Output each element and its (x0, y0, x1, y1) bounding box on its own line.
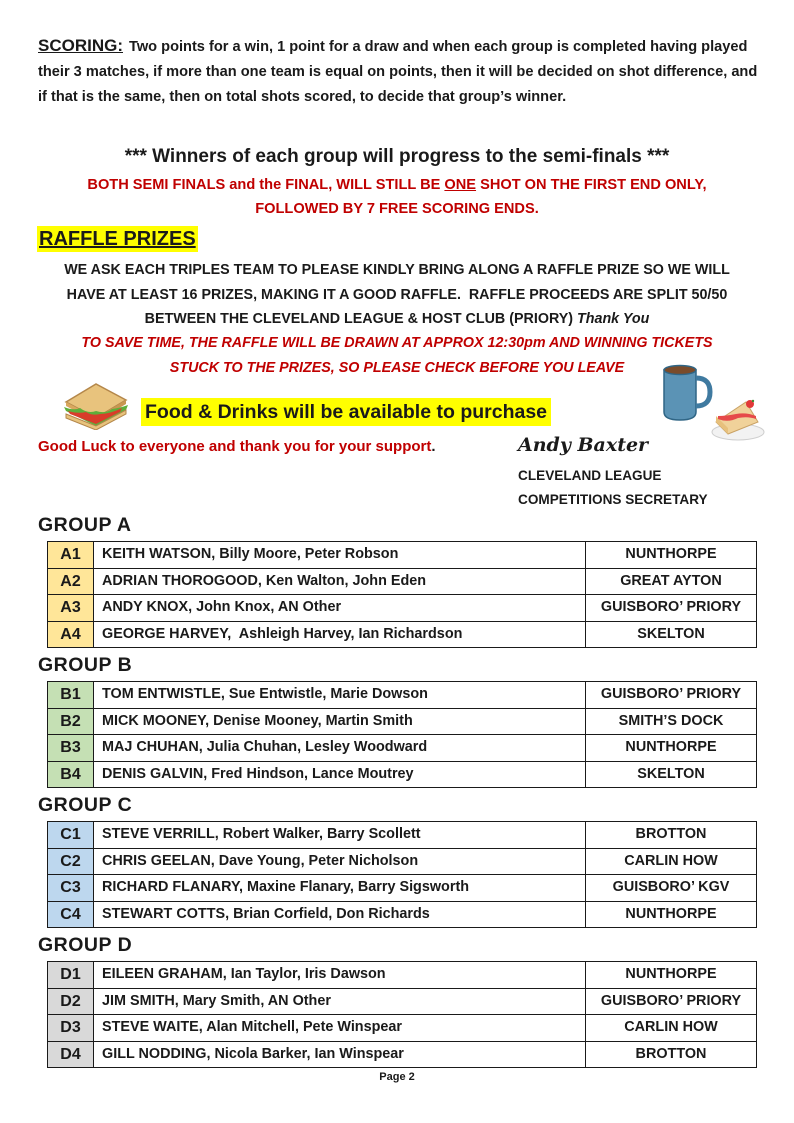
team-club: NUNTHORPE (586, 962, 757, 989)
raffle-heading: RAFFLE PRIZES (39, 228, 196, 250)
team-code: D1 (48, 962, 94, 989)
team-players: GEORGE HARVEY, Ashleigh Harvey, Ian Richardson (94, 621, 586, 648)
team-club: GUISBORO’ KGV (586, 875, 757, 902)
table-row (48, 822, 757, 849)
team-club: GUISBORO’ PRIORY (586, 988, 757, 1015)
sandwich-icon (60, 378, 132, 430)
raffle-line3-text: BETWEEN THE CLEVELAND LEAGUE & HOST CLUB (PRIORY) (144, 311, 574, 327)
team-club: GUISBORO’ PRIORY (586, 595, 757, 622)
team-club: BROTTON (586, 1041, 757, 1068)
secretary-line1: CLEVELAND LEAGUE (518, 468, 662, 483)
semi-final-rule-line1 (0, 177, 794, 193)
team-players: STEVE WAITE, Alan Mitchell, Pete Winspear (94, 1015, 586, 1042)
table-row (48, 875, 757, 902)
team-club: NUNTHORPE (586, 901, 757, 928)
team-code: B3 (48, 735, 94, 762)
semi-line1-underlined: ONE (444, 177, 477, 193)
team-players: CHRIS GEELAN, Dave Young, Peter Nicholson (94, 848, 586, 875)
team-code: B4 (48, 761, 94, 788)
table-row (48, 901, 757, 928)
team-players: DENIS GALVIN, Fred Hindson, Lance Moutrey (94, 761, 586, 788)
team-players: RICHARD FLANARY, Maxine Flanary, Barry Sigsworth (94, 875, 586, 902)
team-club: SKELTON (586, 621, 757, 648)
table-row (48, 682, 757, 709)
team-players: ADRIAN THOROGOOD, Ken Walton, John Eden (94, 568, 586, 595)
team-club: CARLIN HOW (586, 1015, 757, 1042)
table-row (48, 988, 757, 1015)
team-code: B2 (48, 708, 94, 735)
group-c-title: GROUP C (38, 794, 133, 816)
cake-icon (706, 392, 766, 444)
semi-line1-after: SHOT ON THE FIRST END ONLY, (476, 177, 707, 193)
raffle-thank-you: Thank You (577, 311, 650, 327)
team-club: SMITH’S DOCK (586, 708, 757, 735)
table-row (48, 1015, 757, 1042)
team-players: MAJ CHUHAN, Julia Chuhan, Lesley Woodward (94, 735, 586, 762)
scoring-paragraph (38, 33, 762, 111)
team-players: JIM SMITH, Mary Smith, AN Other (94, 988, 586, 1015)
team-code: D4 (48, 1041, 94, 1068)
secretary-title (518, 464, 708, 511)
team-code: C1 (48, 822, 94, 849)
raffle-line1: WE ASK EACH TRIPLES TEAM TO PLEASE KINDLY BRING ALONG A RAFFLE PRIZE SO WE WILL (64, 262, 730, 278)
table-row (48, 848, 757, 875)
team-players: MICK MOONEY, Denise Mooney, Martin Smith (94, 708, 586, 735)
team-club: GUISBORO’ PRIORY (586, 682, 757, 709)
team-code: D3 (48, 1015, 94, 1042)
good-luck-text: Good Luck to everyone and thank you for your support (38, 438, 432, 455)
table-row (48, 568, 757, 595)
team-club: NUNTHORPE (586, 542, 757, 569)
team-players: GILL NODDING, Nicola Barker, Ian Winspear (94, 1041, 586, 1068)
team-players: TOM ENTWISTLE, Sue Entwistle, Marie Dowson (94, 682, 586, 709)
team-code: A4 (48, 621, 94, 648)
group-d-table (47, 961, 757, 1068)
table-row (48, 962, 757, 989)
team-players: STEVE VERRILL, Robert Walker, Barry Scollett (94, 822, 586, 849)
team-code: A1 (48, 542, 94, 569)
team-players: ANDY KNOX, John Knox, AN Other (94, 595, 586, 622)
team-code: B1 (48, 682, 94, 709)
group-a-title: GROUP A (38, 514, 132, 536)
good-luck-period: . (431, 438, 436, 455)
group-b-title: GROUP B (38, 654, 133, 676)
team-club: BROTTON (586, 822, 757, 849)
good-luck-message (38, 438, 436, 455)
team-club: SKELTON (586, 761, 757, 788)
table-row (48, 621, 757, 648)
table-row (48, 542, 757, 569)
team-players: EILEEN GRAHAM, Ian Taylor, Iris Dawson (94, 962, 586, 989)
scoring-text: Two points for a win, 1 point for a draw and when each group is completed having played their 3 matches, if more than one team is equal on points, then it will be decided on shot difference, and if that is the same, then on total shots scored, to decide that group’s winner. (38, 39, 758, 106)
group-d-title: GROUP D (38, 934, 133, 956)
scoring-heading: SCORING: (38, 36, 123, 55)
team-players: KEITH WATSON, Billy Moore, Peter Robson (94, 542, 586, 569)
team-code: C2 (48, 848, 94, 875)
team-club: NUNTHORPE (586, 735, 757, 762)
page-number: Page 2 (379, 1071, 415, 1083)
signature: Andy Baxter (518, 434, 649, 456)
table-row (48, 595, 757, 622)
raffle-notice-line2: STUCK TO THE PRIZES, SO PLEASE CHECK BEFORE YOU LEAVE (169, 359, 625, 376)
semi-final-rule-line2: FOLLOWED BY 7 FREE SCORING ENDS. (255, 201, 539, 217)
group-b-table (47, 681, 757, 788)
table-row (48, 1041, 757, 1068)
team-club: CARLIN HOW (586, 848, 757, 875)
team-code: A3 (48, 595, 94, 622)
team-code: A2 (48, 568, 94, 595)
semi-line1-before: BOTH SEMI FINALS and the FINAL, WILL STILL BE (87, 177, 445, 193)
raffle-line2: HAVE AT LEAST 16 PRIZES, MAKING IT A GOOD RAFFLE. RAFFLE PROCEEDS ARE SPLIT 50/50 (66, 286, 728, 303)
team-code: C4 (48, 901, 94, 928)
team-code: C3 (48, 875, 94, 902)
team-players: STEWART COTTS, Brian Corfield, Don Richards (94, 901, 586, 928)
secretary-line2: COMPETITIONS SECRETARY (518, 491, 708, 507)
table-row (48, 761, 757, 788)
team-code: D2 (48, 988, 94, 1015)
team-club: GREAT AYTON (586, 568, 757, 595)
group-a-table (47, 541, 757, 648)
raffle-body (20, 258, 774, 332)
raffle-notice-line1: TO SAVE TIME, THE RAFFLE WILL BE DRAWN AT APPROX 12:30pm AND WINNING TICKETS (81, 335, 713, 351)
table-row (48, 735, 757, 762)
food-drinks-banner: Food & Drinks will be available to purchase (141, 398, 551, 426)
group-c-table (47, 821, 757, 928)
winners-line: *** Winners of each group will progress to the semi-finals *** (124, 146, 670, 167)
raffle-line3 (20, 307, 774, 332)
table-row (48, 708, 757, 735)
